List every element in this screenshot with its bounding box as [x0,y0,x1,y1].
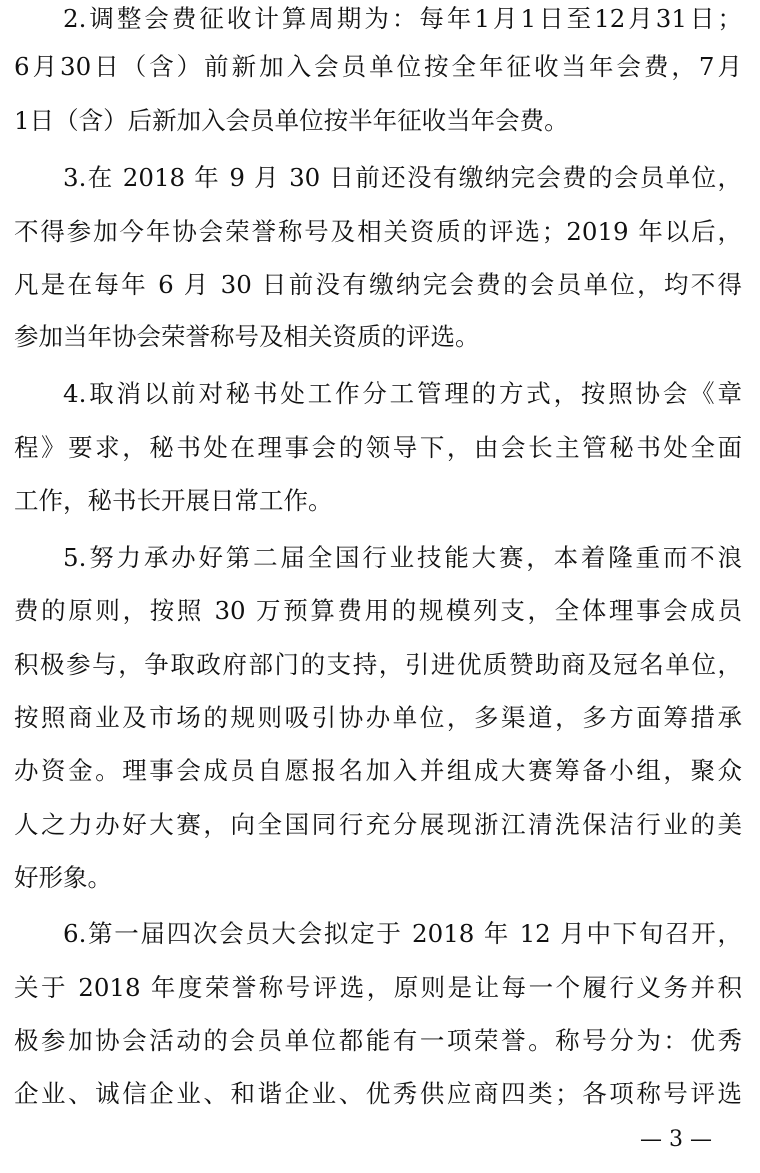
text-line: 极参加协会活动的会员单位都能有一项荣誉。称号分为：优秀 [14,1026,742,1055]
text-line: 5.努力承办好第二届全国行业技能大赛，本着隆重而不浪 [63,543,742,572]
text-line: 积极参与，争取政府部门的支持，引进优质赞助商及冠名单位， [14,650,742,679]
text-line: 关于 2018 年度荣誉称号评选，原则是让每一个履行义务并积 [14,973,742,1002]
text-line: 2.调整会费征收计算周期为：每年1月1日至12月31日； [63,4,742,33]
page-number: — 3 — [640,1127,712,1152]
text-line: 费的原则，按照 30 万预算费用的规模列支，全体理事会成员 [14,596,742,625]
text-line: 企业、诚信企业、和谐企业、优秀供应商四类；各项称号评选 [14,1079,742,1108]
text-line: 1日（含）后新加入会员单位按半年征收当年会费。 [14,106,569,135]
text-line: 办资金。理事会成员自愿报名加入并组成大赛筹备小组，聚众 [14,756,742,785]
text-line: 按照商业及市场的规则吸引协办单位，多渠道，多方面筹措承 [14,703,742,732]
text-line: 不得参加今年协会荣誉称号及相关资质的评选；2019 年以后， [14,217,742,246]
text-line: 人之力办好大赛，向全国同行充分展现浙江清洗保洁行业的美 [14,810,742,839]
text-line: 6月30日（含）前新加入会员单位按全年征收当年会费，7月 [14,52,742,81]
text-line: 凡是在每年 6 月 30 日前没有缴纳完会费的会员单位，均不得 [14,270,742,299]
text-line: 工作，秘书长开展日常工作。 [14,486,333,515]
text-line: 好形象。 [14,863,112,892]
text-line: 3.在 2018 年 9 月 30 日前还没有缴纳完会费的会员单位， [63,163,742,192]
text-line: 6.第一届四次会员大会拟定于 2018 年 12 月中下旬召开， [63,919,742,948]
text-line: 程》要求，秘书处在理事会的领导下，由会长主管秘书处全面 [14,433,742,462]
text-line: 4.取消以前对秘书处工作分工管理的方式，按照协会《章 [63,379,742,408]
text-line: 参加当年协会荣誉称号及相关资质的评选。 [14,322,480,351]
